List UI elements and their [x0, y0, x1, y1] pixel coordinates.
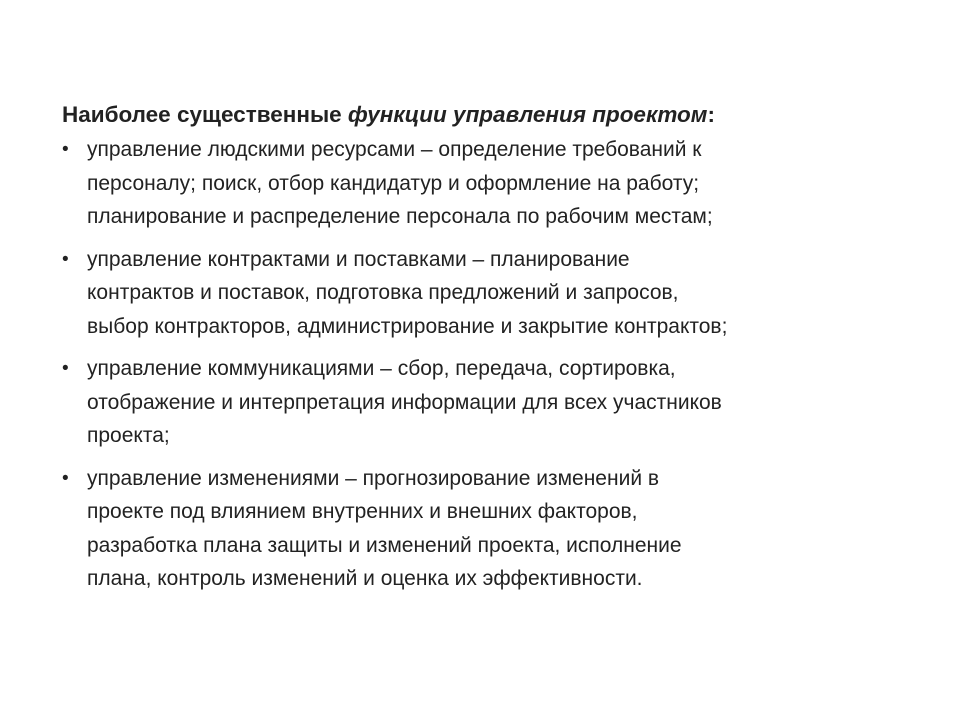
bullet-icon: •	[62, 248, 69, 270]
bullet-item-human-resources	[62, 133, 912, 234]
bullet-item-changes	[62, 462, 912, 596]
slide-content	[62, 98, 912, 605]
bullet-line: отображение и интерпретация информации для всех участников	[87, 390, 722, 414]
bullet-line: контрактов и поставок, подготовка предложений и запросов,	[87, 281, 679, 304]
bullet-line: управление людскими ресурсами – определение требований к	[87, 138, 702, 161]
bullet-line: разработка плана защиты и изменений проекта, исполнение	[87, 533, 682, 557]
bullet-line: проекте под влиянием внутренних и внешних факторов,	[87, 500, 638, 523]
bullet-icon: •	[62, 139, 69, 160]
bullet-line: управление коммуникациями – сбор, передача, сортировка,	[87, 357, 676, 380]
bullet-icon: •	[62, 358, 69, 379]
bullet-line: проекта;	[87, 424, 170, 447]
bullet-line: выбор контракторов, администрирование и закрытие контрактов;	[87, 314, 728, 338]
bullet-item-communications	[62, 352, 912, 453]
heading-suffix: :	[707, 102, 715, 127]
heading-prefix: Наиболее существенные	[62, 102, 348, 127]
bullet-line: управление контрактами и поставками – планирование	[87, 247, 630, 271]
bullet-line: персоналу; поиск, отбор кандидатур и оформление на работу;	[87, 171, 700, 195]
bullet-item-contracts	[62, 243, 912, 344]
bullet-list	[62, 133, 912, 596]
bullet-line: плана, контроль изменений и оценка их эффективности.	[87, 567, 643, 590]
slide-heading	[62, 98, 912, 132]
bullet-line: управление изменениями – прогнозирование изменений в	[87, 466, 660, 490]
bullet-icon: •	[62, 467, 69, 489]
bullet-line: планирование и распределение персонала по рабочим местам;	[87, 205, 713, 228]
heading-emphasis: функции управления проектом	[347, 102, 708, 127]
